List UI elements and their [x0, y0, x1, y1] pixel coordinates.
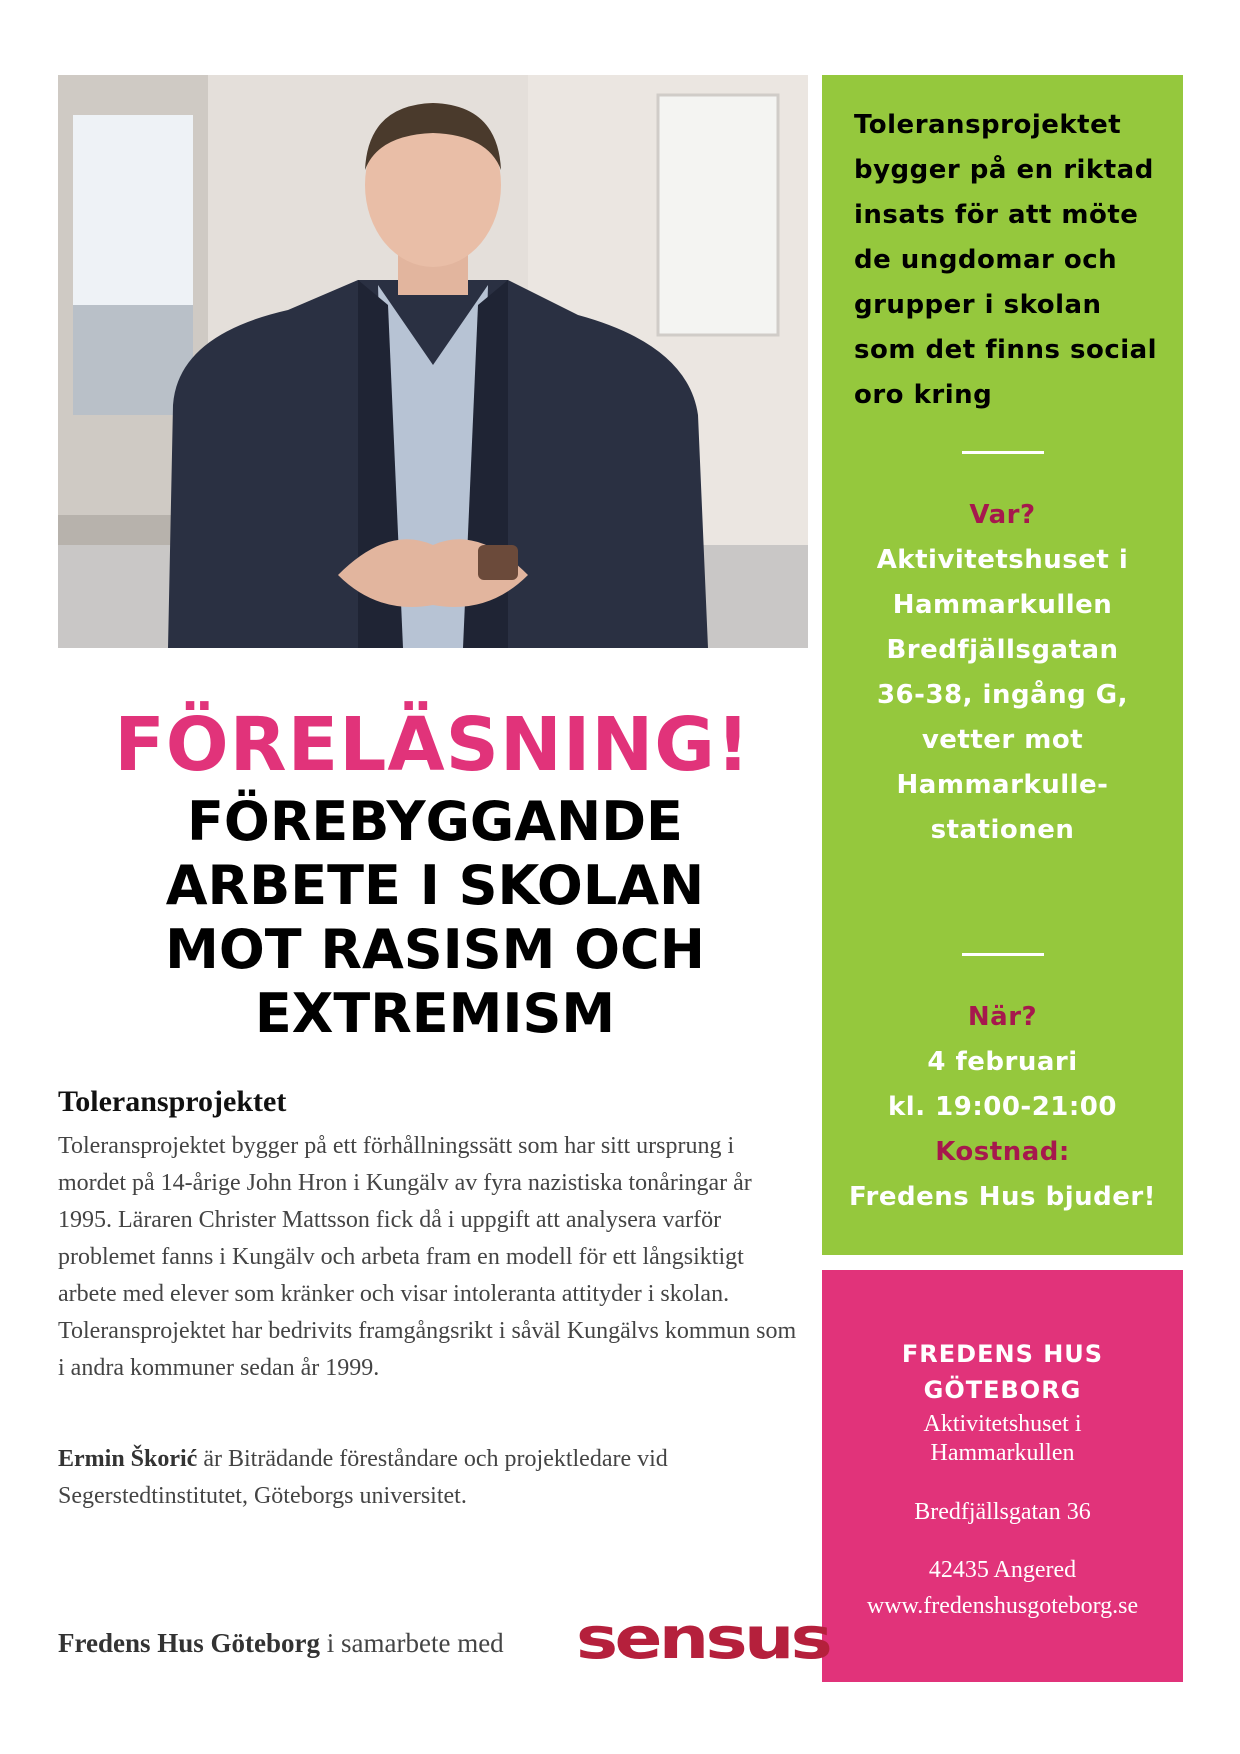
- where-label: Var?: [969, 500, 1036, 530]
- postal-address: 42435 Angered: [928, 1557, 1077, 1583]
- where-line: Aktivitetshuset i: [876, 545, 1129, 575]
- where-line: Bredfjällsgatan: [886, 635, 1119, 665]
- where-line: vetter mot: [921, 725, 1084, 755]
- title-line: FÖREBYGGANDE: [187, 790, 683, 853]
- description-paragraph: Toleransprojektet bygger på ett förhållningssätt som har sitt ursprung i mordet på 14-årige John Hron i Kungälv av fyra nazistiska tonåringar år 1995. Läraren Christer Mattsson fick då i uppgift att analysera varför problemet fanns i Kungälv och arbeta fram en modell för ett långsiktigt arbete med elever som kränker och visar intoleranta attityder i skolan. Toleransprojektet har bedrivits framgångsrikt i såväl Kungälvs kommun som i andra kommuner sedan år 1999.: [58, 1133, 797, 1381]
- speaker-photo: [58, 75, 808, 648]
- title-line: EXTREMISM: [254, 982, 616, 1045]
- project-intro: Toleransprojektet bygger på en riktad insats för att möte de ungdomar och grupper i skolan som det finns social oro kring: [854, 110, 1158, 410]
- divider: [962, 953, 1044, 956]
- lecture-label: FÖRELÄSNING!: [114, 702, 751, 788]
- where-line: 36-38, ingång G,: [876, 680, 1129, 710]
- speaker-role: är Biträdande föreståndare och projektledare vid Segerstedtinstitutet, Göteborgs universitet.: [58, 1446, 668, 1509]
- event-info-panel: [822, 75, 1183, 1255]
- venue-line: Aktivitetshuset i: [923, 1411, 1082, 1437]
- footer-org: Fredens Hus Göteborg: [58, 1628, 320, 1658]
- speaker-name: Ermin Škorić: [58, 1446, 198, 1472]
- venue: [822, 1410, 1183, 1468]
- org-name-line: FREDENS HUS: [901, 1340, 1104, 1368]
- where-line: Hammarkulle-: [896, 770, 1109, 800]
- where-section: [822, 493, 1183, 853]
- sensus-logo: sensus: [576, 1604, 830, 1672]
- event-time: kl. 19:00-21:00: [888, 1092, 1117, 1122]
- event-date: 4 februari: [927, 1047, 1078, 1077]
- where-line: Hammarkullen: [892, 590, 1113, 620]
- where-line: stationen: [930, 815, 1075, 845]
- speaker-bio: [58, 1441, 803, 1515]
- street-address: Bredfjällsgatan 36: [914, 1499, 1091, 1525]
- section-heading: Toleransprojektet: [58, 1085, 287, 1118]
- footer-collab: i samarbete med: [320, 1628, 504, 1658]
- venue-line: Hammarkullen: [930, 1440, 1075, 1466]
- cost-value: Fredens Hus bjuder!: [848, 1182, 1157, 1212]
- when-section: [822, 995, 1183, 1220]
- org-name: [822, 1336, 1183, 1408]
- website-link[interactable]: www.fredenshusgoteborg.se: [866, 1593, 1139, 1619]
- title-line: MOT RASISM OCH: [165, 918, 705, 981]
- org-name-line: GÖTEBORG: [923, 1376, 1082, 1404]
- contact-panel: [822, 1270, 1183, 1682]
- cost-label: Kostnad:: [935, 1137, 1070, 1167]
- speaker-photo-illustration: [58, 75, 808, 648]
- footer-credit: [58, 1628, 504, 1659]
- lecture-title: [95, 790, 775, 1046]
- title-line: ARBETE I SKOLAN: [165, 854, 705, 917]
- when-label: När?: [967, 1002, 1038, 1032]
- divider: [962, 451, 1044, 454]
